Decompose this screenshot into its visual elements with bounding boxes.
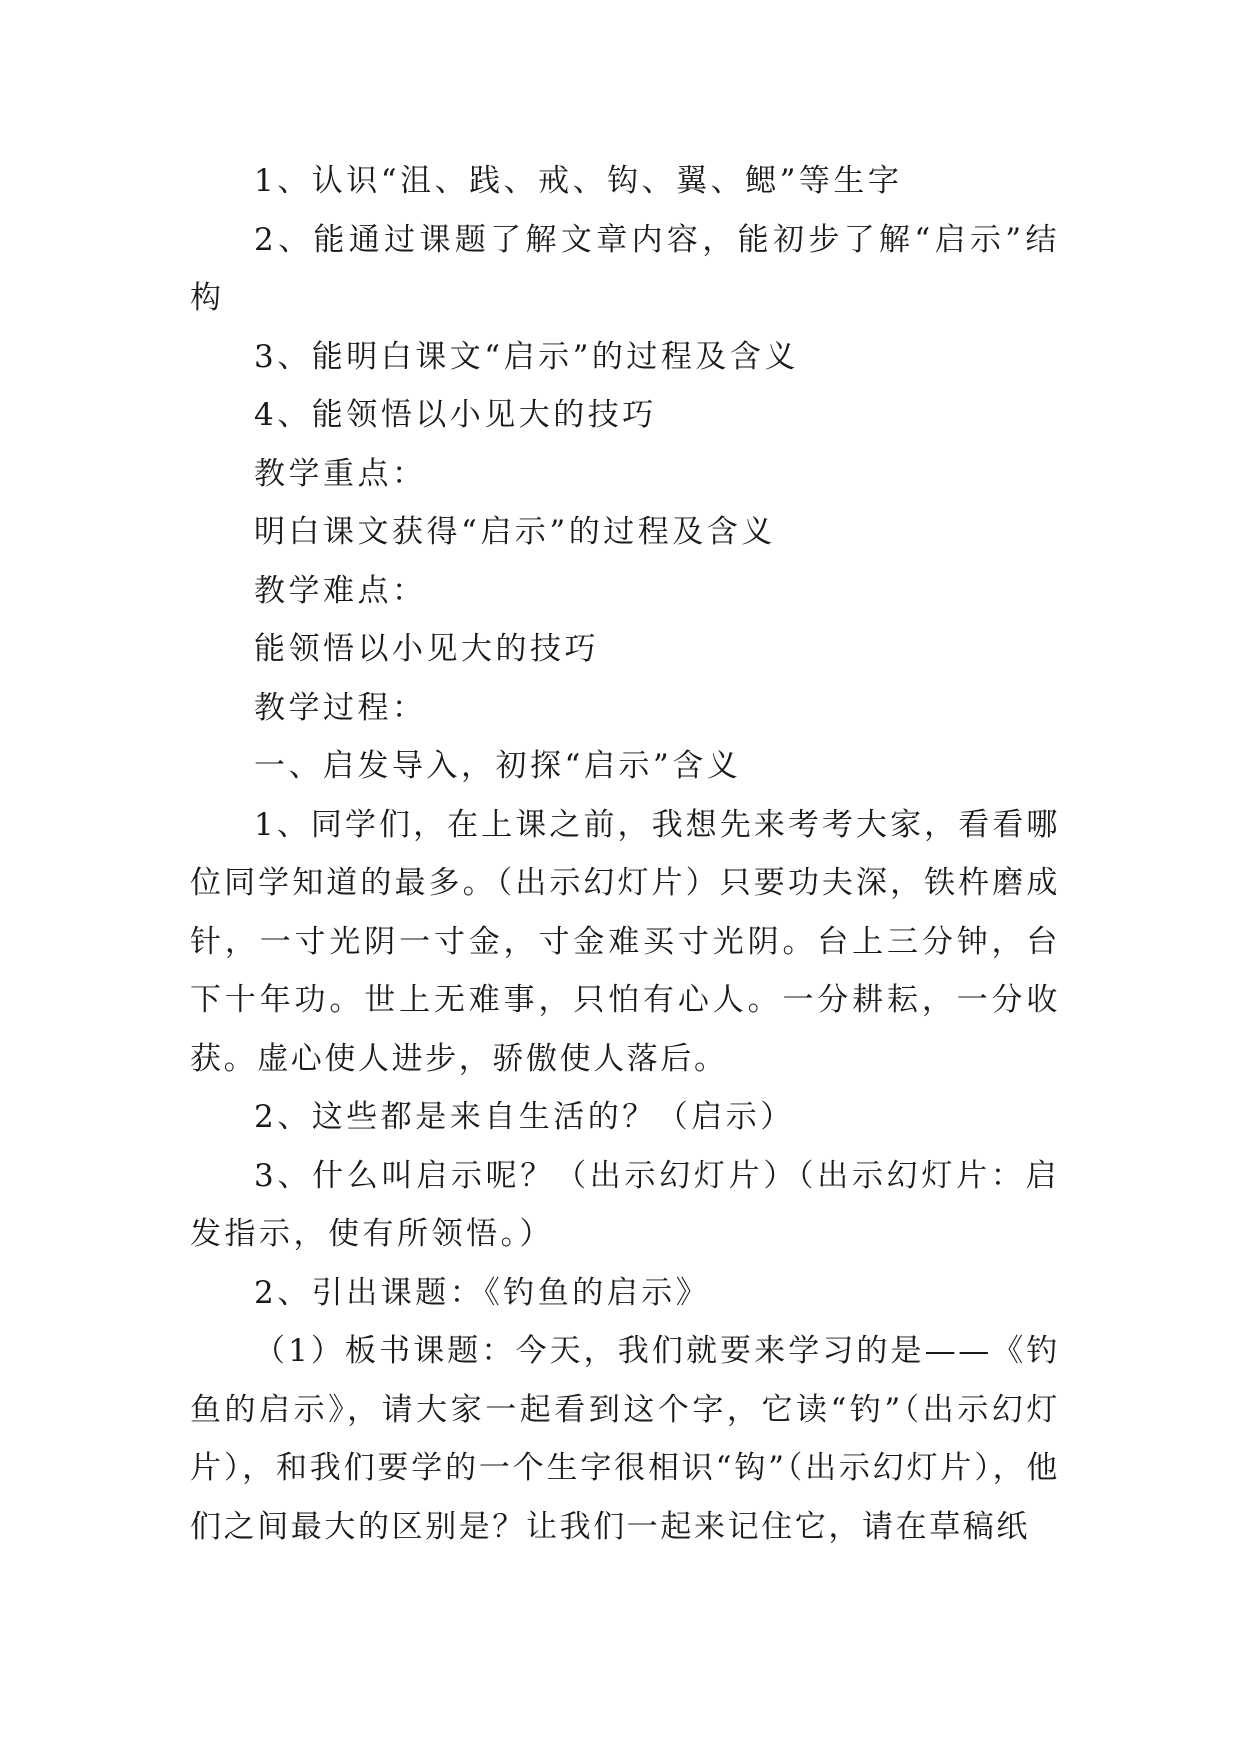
lesson-title-paragraph: 2、引出课题：《钓鱼的启示》 xyxy=(254,1274,711,1311)
process-heading: 教学过程： xyxy=(254,689,427,726)
objective-3: 3、能明白课文“启示”的过程及含义 xyxy=(254,338,799,375)
difficulty-text: 能领悟以小见大的技巧 xyxy=(254,631,599,667)
step-3-paragraph: 3、什么叫启示呢？（出示幻灯片）（出示幻灯片：启发指示，使有所领悟。） xyxy=(190,1157,1060,1252)
difficulty-heading: 教学难点： xyxy=(254,572,427,609)
section-one-heading: 一、启发导入，初探“启示”含义 xyxy=(254,748,742,784)
key-points-heading: 教学重点： xyxy=(254,455,427,492)
objective-4: 4、能领悟以小见大的技巧 xyxy=(254,397,657,433)
step-2-paragraph: 2、这些都是来自生活的？（启示） xyxy=(254,1099,795,1135)
board-writing-paragraph: （1）板书课题：今天，我们就要来学习的是——《钓鱼的启示》，请大家一起看到这个字，它读“钓”（出示幻灯片），和我们要学的一个生字很相识“钩”（出示幻灯片），他们之间最大的区别是？让我们一起来记住它，请在草稿纸 xyxy=(190,1333,1060,1545)
objective-1: 1、认识“沮、践、戒、钩、翼、鳃”等生字 xyxy=(254,163,903,199)
step-1-paragraph: 1、同学们，在上课之前，我想先来考考大家，看看哪位同学知道的最多。（出示幻灯片）只要功夫深，铁杵磨成针，一寸光阴一寸金，寸金难买寸光阴。台上三分钟，台下十年功。世上无难事，只怕有心人。一分耕耘，一分收获。虚心使人进步，骄傲使人落后。 xyxy=(190,806,1060,1077)
document-body xyxy=(190,152,1060,1556)
key-points-text: 明白课文获得“启示”的过程及含义 xyxy=(254,514,776,550)
objective-2: 2、能通过课题了解文章内容，能初步了解“启示”结构 xyxy=(190,221,1060,316)
